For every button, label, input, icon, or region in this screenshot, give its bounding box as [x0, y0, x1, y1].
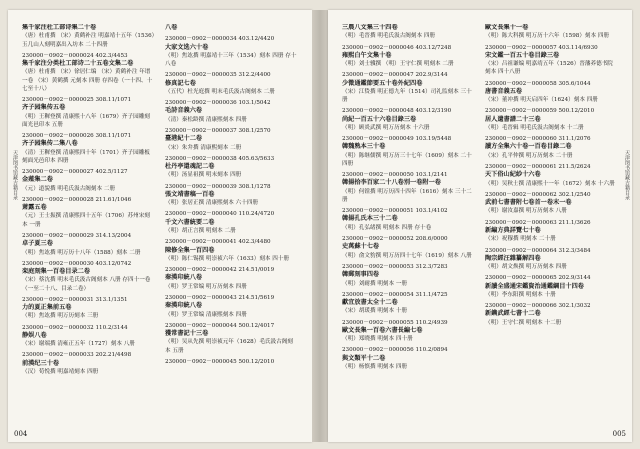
entry-num: 230000－0902－0000031 313.1/1351: [22, 296, 128, 303]
left-col-1: [22, 24, 155, 432]
entry-title: 齐子园集传二集八卷: [22, 140, 78, 148]
entry-desc: （明）吴从先撰 明崇祯元年（1628）毛氏汲古阁刻本 五册: [165, 339, 293, 354]
entry-desc: （明）顾炎武撰 明万历刻本 十六册: [342, 125, 430, 132]
entry-num: 230000－0902－0000044 500.12/4017: [165, 322, 275, 329]
entry-desc: （元）王士振撰 清康熙四十五年（1706）苏州宋刻本 一册: [22, 213, 150, 228]
entry-title: 張文靖書稿一百卷: [165, 190, 215, 198]
entry-desc: （清）王穉登撰 清康熙四十年（1701）齐子园雕板刻面光邑印本 四册: [22, 149, 150, 164]
catalog-entry: [485, 24, 618, 41]
entry-desc: （五代）杜光庭撰 明末毛氏汲古阁刻本 二册: [165, 89, 275, 96]
entry-title: 卓子夏三卷: [22, 240, 53, 248]
entry-num: 230000－0902－0000065 202.9/3144: [485, 275, 591, 282]
entry-title: 史萬蘇十七卷: [342, 243, 380, 251]
entry-desc: （明）王守仁撰 明刻本 十二册: [485, 319, 562, 326]
entry-num: 230000－0902－0000040 110.24/4720: [165, 211, 275, 218]
catalog-entry: [165, 210, 298, 235]
catalog-entry: [22, 132, 155, 165]
entry-num: 230000－0902－0000034 403.12/4420: [165, 36, 275, 43]
catalog-entry: [165, 35, 298, 68]
entry-desc: （明）胡正言撰 明刻本 二册: [165, 228, 236, 235]
catalog-entry: [165, 238, 298, 263]
catalog-entry: [342, 291, 475, 316]
entry-title: 栾庭刻集一百卷目录二卷: [22, 267, 91, 275]
entry-desc: （宋）祝穆撰 明刻本 二十册: [485, 236, 556, 243]
entry-desc: （明）焦竑撰 明万历刻本 三册: [22, 313, 99, 320]
entry-desc: （明）焦竑撰 明万历十八年（1588）刻本 二册: [22, 249, 141, 256]
entry-title: 杜丹亭還魂記二卷: [165, 163, 215, 171]
entry-num: 230000－0902－0000051 103.1/4102: [342, 208, 448, 215]
catalog-entry: [485, 44, 618, 77]
catalog-entry: [165, 183, 298, 208]
entry-desc: （唐）杜甫撰 （宋）黄鹤补注 明嘉靖十五年（1536）玉几山人刻明嘉出入坊本 二十四册: [22, 33, 155, 48]
catalog-entry: [165, 155, 298, 180]
entry-num: 230000－0902－0000038 405.63/5633: [165, 155, 275, 162]
catalog-entry: [165, 322, 298, 355]
entry-desc: （明）张居正撰 清康熙刻本 六十四册: [165, 200, 259, 207]
entry-title: 大家文选六十卷: [165, 43, 209, 51]
entry-title: 新編方典詳覽七十卷: [485, 226, 541, 234]
entry-title: 天下俗山紀紗十六卷: [485, 171, 541, 179]
entry-title: 秦漢印統八卷: [165, 302, 203, 310]
catalog-entry: [22, 52, 155, 93]
entry-title: 八卷: [165, 24, 178, 31]
entry-desc: （清）秦松龄撰 清康熙刻本 四册: [165, 116, 247, 123]
entry-num: 230000－0902－0000056 110.2/0894: [342, 347, 448, 354]
entry-num: 230000－0902－0000043 214.51/5619: [165, 294, 275, 301]
entry-num: 230000－0902－0000052 208.6/0000: [342, 236, 448, 243]
entry-title: 集千家注杜工部诗集二十卷: [22, 24, 97, 31]
right-col-2: [485, 24, 618, 432]
entry-num: 230000－0902－0000066 302.1/3032: [485, 303, 591, 310]
entry-desc: （明）陈继儒撰 明万历三十七年（1609）刻本 二十四册: [342, 152, 472, 168]
catalog-entry: [22, 196, 155, 229]
entry-num: 230000－0902－0000046 403.12/7248: [342, 44, 452, 51]
catalog-entry: [165, 294, 298, 319]
entry-num: 230000－0902－0000026 308.11/1071: [22, 133, 132, 140]
entry-title: 力的夏正集前五卷: [22, 303, 72, 311]
catalog-entry: [342, 263, 475, 288]
catalog-entry: [342, 107, 475, 132]
entry-desc: （明）胡文焕撰 明万历刻本 四册: [485, 264, 567, 271]
entry-num: 230000－0902－0000035 312.2/4400: [165, 72, 271, 79]
right-page: [328, 10, 632, 442]
entry-desc: （明）俞文豹撰 明万历四十七年（1619）刻本 八册: [342, 252, 472, 259]
entry-num: 230000－0902－0000039 308.1/1278: [165, 183, 271, 190]
entry-num: 230000－0902－0000060 311.1/2076: [485, 136, 591, 143]
entry-desc: （明）陈大科撰 明万历十六年（1598）刻本 四册: [485, 33, 610, 40]
entry-title: 韓揚孔氏本三十二卷: [342, 215, 398, 223]
entry-title: 修真記七卷: [165, 79, 196, 87]
entry-title: 讀方全集六十卷一百卷目錄二卷: [485, 143, 572, 151]
entry-desc: （宋）胡瑗撰 明刻本 十册: [342, 308, 408, 315]
entry-title: 陶宗經汪雜纂解四卷: [485, 254, 541, 262]
entry-num: 230000－0902－0000059 500.12/2010: [485, 108, 595, 115]
entry-title: 居人遺書譜二十三卷: [485, 115, 541, 123]
entry-desc: （明）王穉登撰 清康熙十八年（1679）齐子园雕刻面光邑印本 五册: [22, 113, 150, 128]
catalog-entry: [485, 219, 618, 244]
entry-title: 齐子园集传五卷: [22, 104, 66, 112]
entry-title: 尚紀一百五十六卷目錄三卷: [342, 115, 417, 123]
entry-title: 萧露五卷: [22, 204, 47, 212]
entry-num: 230000－0902－0000042 214.51/0019: [165, 267, 275, 274]
right-side-text: 天津图书馆藏古籍目录: [624, 150, 630, 200]
catalog-entry: [342, 71, 475, 104]
entry-title: 新讀全盛通宋鑑資治通鑑綱目十四卷: [485, 282, 584, 290]
entry-num: 230000－0902－0000032 110.2/3144: [22, 324, 128, 331]
catalog-entry: [342, 346, 475, 371]
right-page-columns: [342, 24, 618, 432]
entry-num: 230000－0902－0000049 103.19/5448: [342, 136, 452, 143]
catalog-entry: [485, 274, 618, 299]
entry-title: 集千家注分类杜工部诗二十五卷文集二卷: [22, 60, 134, 68]
catalog-entry: [22, 96, 155, 129]
entry-title: 雍熙白午文集十卷: [342, 51, 392, 59]
entry-num: 230000－0902－0000037 308.1/2570: [165, 128, 271, 135]
catalog-entry: [342, 207, 475, 232]
catalog-entry: [342, 171, 475, 204]
entry-title: 宋文鑑一百五十卷目錄三卷: [485, 51, 560, 59]
entry-desc: （明）陈仁锡撰 明崇祯六年（1633）刻本 四十册: [165, 255, 290, 262]
entry-num: 230000－0902－0000028 211.61/1046: [22, 196, 132, 203]
catalog-entry: [22, 324, 155, 349]
entry-title: 陳修全集一百四卷: [165, 246, 215, 254]
catalog-entry: [165, 127, 298, 152]
entry-desc: （元）道貌撰 明毛氏汲古阁刻本 二册: [22, 185, 116, 192]
entry-desc: （明）何镗撰 明万历四十四年（1616）刻本 三十二册: [342, 188, 472, 204]
entry-title: 唐書音義五卷: [485, 87, 523, 95]
entry-num: 230000－0902－0000054 311.1/4725: [342, 291, 448, 298]
catalog-entry: [165, 71, 298, 96]
entry-title: 三農八文集三十四卷: [342, 24, 398, 31]
entry-title: 武前七書書附七卷首一卷末一卷: [485, 199, 572, 207]
entry-desc: （明）罗王常编 明万历刻本 四册: [165, 283, 247, 290]
entry-title: 獻宜放書太全十二卷: [342, 298, 398, 306]
catalog-entry: [485, 302, 618, 327]
entry-desc: （明）杨慎撰 明刻本 四册: [342, 363, 408, 370]
catalog-entry: [22, 232, 155, 257]
entry-num: 230000－0902－0000061 211.5/2624: [485, 164, 591, 171]
right-col-1: [342, 24, 475, 432]
entry-title: 與文類平十二卷: [342, 354, 386, 362]
entry-num: 230000－0902－0000058 305.6/1044: [485, 80, 591, 87]
entry-num: 230000－0902－0000025 308.11/1071: [22, 97, 132, 104]
entry-title: 韓郵刻事四卷: [342, 271, 380, 279]
catalog-entry: [342, 235, 475, 260]
catalog-entry: [22, 24, 155, 49]
entry-desc: （明）刘耐撰 明刻本 一册: [342, 280, 408, 287]
entry-desc: （明）郑晓撰 明刻本 四十册: [342, 336, 413, 343]
entry-desc: （汉）荀悦撰 明嘉靖刻本 四册: [22, 368, 99, 375]
catalog-entry: [342, 44, 475, 69]
entry-title: 前漢纪三十卷: [22, 359, 60, 367]
left-page-columns: [22, 24, 298, 432]
entry-num: 230000－0902－0000045 500.12/2010: [165, 358, 275, 365]
entry-title: 歐文長集一百卷六書長編七卷: [342, 326, 423, 334]
entry-num: 230000－0902－0000062 302.1/2540: [485, 191, 591, 198]
entry-desc: （明）汤显祖撰 明末刻本 四册: [165, 172, 242, 179]
entry-desc: （宋）谢端撰 清雍正五年（1727）刻本 八册: [22, 341, 135, 348]
entry-desc: （唐）杜甫撰 （宋）徐居仁编 （宋）黄鹤补注 年谱一卷 （宋）黄鹤撰 元刻本 四册 存四卷（一十四、十七至十八）: [22, 69, 153, 92]
entry-title: 新鐫武經七書十二卷: [485, 310, 541, 318]
entry-title: 歐文長集十一卷: [485, 24, 529, 31]
entry-num: 230000－0902－0000033 202.21/4498: [22, 352, 132, 359]
catalog-entry: [22, 168, 155, 193]
entry-title: 韓魏熟本三十卷: [342, 143, 386, 151]
entry-title: 臺港紀十二卷: [165, 135, 203, 143]
catalog-entry: [22, 260, 155, 293]
entry-title: 秦漢印統八卷: [165, 274, 203, 282]
entry-title: 獲常書記十三卷: [165, 329, 209, 337]
catalog-entry: [165, 24, 298, 32]
left-side-text: 天津图书馆藏古籍目录: [12, 150, 18, 200]
entry-num: 230000－0902－0000057 403.114/6930: [485, 44, 598, 51]
entry-desc: （明）吴秋士撰 清康熙十一年（1672）刻本 十六册: [485, 180, 615, 187]
catalog-entry: [485, 247, 618, 272]
entry-title: 静娱八卷: [22, 331, 47, 339]
entry-desc: （宋）蔡沈撰 明末毛氏汲古阁刻本 八册 存四十一卷（一至二十八、目录二卷）: [22, 277, 151, 292]
entry-num: 230000－0902－0000053 312.3/7283: [342, 263, 448, 270]
left-col-2: [165, 24, 298, 432]
catalog-entry: [485, 163, 618, 188]
entry-title: 金薤集二卷: [22, 176, 53, 184]
entry-title: 千文六書統要二卷: [165, 218, 215, 226]
entry-desc: （明）李东阳撰 明刻本 十册: [485, 291, 556, 298]
book-gutter: [312, 10, 328, 442]
entry-num: 230000－0902－0000041 402.3/4480: [165, 239, 271, 246]
entry-desc: （宋）董冲撰 明天启四年（1624）刻本 四册: [485, 97, 598, 104]
entry-desc: （宋）朱弁撰 清康熙刻本 二册: [165, 144, 242, 151]
entry-num: 230000－0902－0000024 402.3/4453: [22, 52, 128, 59]
catalog-entry: [342, 319, 475, 344]
right-page-number: 005: [612, 430, 626, 438]
catalog-entry: [22, 296, 155, 321]
catalog-entry: [485, 191, 618, 216]
entry-desc: （明）焦竑撰 明嘉靖十三年（1534）刻本 四册 存十八卷: [165, 53, 297, 68]
entry-num: 230000－0902－0000063 211.1/3626: [485, 219, 591, 226]
entry-num: 230000－0902－0000036 103.1/5042: [165, 100, 271, 107]
entry-desc: （明）刘士骥撰 （明）王守仁撰 明刻本 二册: [342, 61, 454, 68]
left-page: [8, 10, 312, 442]
left-page-number: 004: [14, 430, 28, 438]
catalog-entry: [165, 266, 298, 291]
entry-desc: （宋）吕祖谦编 明嘉靖五年（1526）晋藩养德书院刻本 四十八册: [485, 61, 613, 76]
catalog-entry: [165, 358, 298, 366]
catalog-entry: [485, 107, 618, 132]
entry-num: 230000－0902－0000050 103.1/2141: [342, 172, 448, 179]
entry-desc: （宋）孔平仲撰 明万历刻本 二十册: [485, 152, 573, 159]
entry-num: 230000－0902－0000048 403.12/3190: [342, 108, 452, 115]
entry-num: 230000－0902－0000055 110.2/4939: [342, 319, 448, 326]
entry-num: 230000－0902－0000029 314.13/2004: [22, 232, 132, 239]
catalog-entry: [342, 24, 475, 41]
entry-title: 韓揚拾李百家二十八卷別一卷附一卷: [342, 179, 441, 187]
entry-desc: （明）毛晋撰 明毛氏汲古阁刻本 四册: [342, 33, 436, 40]
entry-num: 230000－0902－0000064 312.3/3484: [485, 247, 591, 254]
entry-desc: （明）毛晋辑 明毛氏汲古阁刻本 十二册: [485, 125, 584, 132]
entry-desc: （明）罗王常编 清康熙刻本 四册: [165, 311, 247, 318]
catalog-entry: [485, 80, 618, 105]
entry-desc: （明）谢汝嘉撰 明万历刻本 八册: [485, 208, 567, 215]
entry-desc: （明）孔弘绪撰 明刻本 四册 存十卷: [342, 224, 432, 231]
catalog-entry: [342, 135, 475, 168]
entry-num: 230000－0902－0000030 403.12/0742: [22, 260, 132, 267]
entry-num: 230000－0902－0000047 202.9/3144: [342, 72, 448, 79]
entry-desc: （宋）江贽撰 明正德九年（1514）司礼监刻本 三十册: [342, 89, 472, 104]
entry-title: 少微通鑑節要五十卷外紀四卷: [342, 79, 423, 87]
catalog-entry: [165, 99, 298, 124]
catalog-entry: [22, 351, 155, 376]
entry-title: 毛詩音義六卷: [165, 107, 203, 115]
entry-num: 230000－0902－0000027 402.5/1127: [22, 169, 128, 176]
catalog-entry: [485, 135, 618, 160]
